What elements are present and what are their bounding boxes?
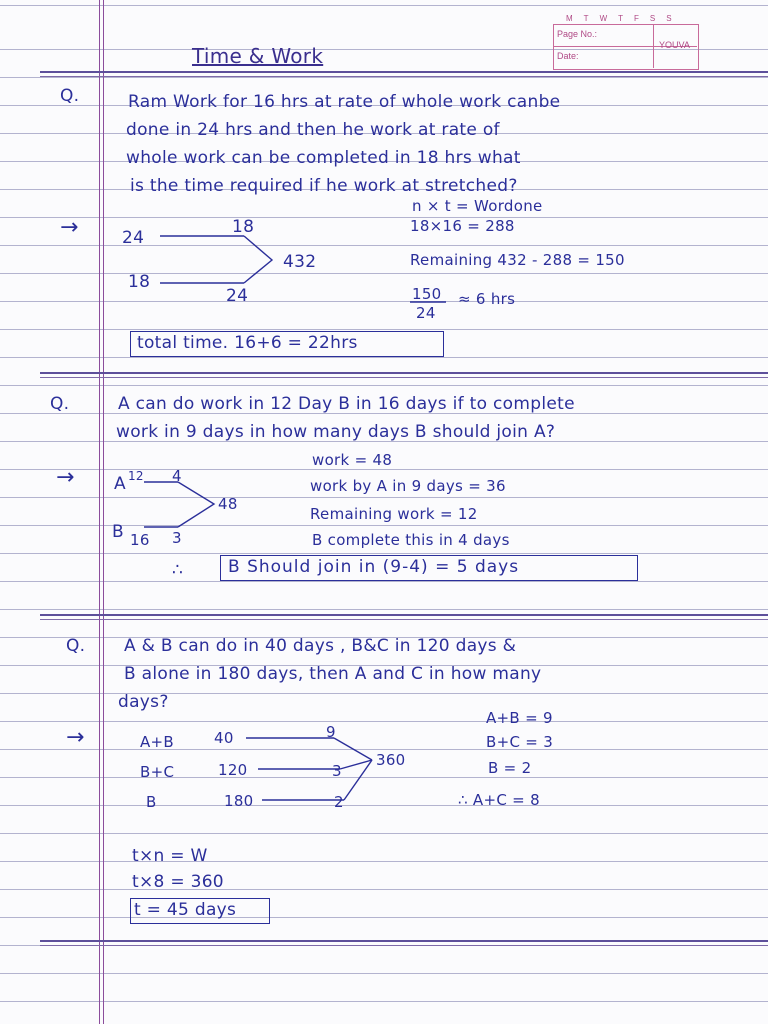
question-marker: Q. <box>66 636 86 656</box>
fraction-denominator: 24 <box>416 304 436 322</box>
question-line: days? <box>118 692 169 712</box>
calc-line: Remaining work = 12 <box>310 505 478 523</box>
question-line: whole work can be completed in 18 hrs what <box>126 148 521 168</box>
weekday-row: MTWTFSS <box>566 14 683 23</box>
question-line: A & B can do in 40 days , B&C in 120 days & <box>124 636 517 656</box>
therefore-symbol: ∴ <box>172 560 184 580</box>
page-no-label: Page No.: <box>557 29 598 39</box>
diagram-value: 4 <box>172 467 182 485</box>
calc-line: ∴ A+C = 8 <box>458 791 540 809</box>
calc-line: A+B = 9 <box>486 709 553 727</box>
date-label: Date: <box>557 51 579 61</box>
calc-line: work = 48 <box>312 451 393 469</box>
diagram-value: 3 <box>172 529 182 547</box>
diagram-value: 18 <box>128 272 151 292</box>
diagram-total: 432 <box>283 252 317 272</box>
diagram-value: 18 <box>232 217 255 237</box>
work-line: t×8 = 360 <box>132 872 224 892</box>
page-title: Time & Work <box>192 44 324 68</box>
question-line: done in 24 hrs and then he work at rate of <box>126 120 500 140</box>
arrow-icon: → <box>66 725 85 750</box>
diagram-label: A <box>114 474 126 494</box>
work-line: t×n = W <box>132 846 208 866</box>
calc-line: n × t = Wordone <box>412 197 543 215</box>
answer-text: total time. 16+6 = 22hrs <box>137 333 358 353</box>
diagram-value: 3 <box>332 762 342 780</box>
calc-line: B = 2 <box>488 759 532 777</box>
diagram-value: 24 <box>226 286 249 306</box>
fraction-result: ≈ 6 hrs <box>458 290 516 308</box>
question-marker: Q. <box>60 86 80 106</box>
diagram-value: 24 <box>122 228 145 248</box>
calc-line: B+C = 3 <box>486 733 554 751</box>
diagram-value: 16 <box>130 531 150 549</box>
diagram-value: 120 <box>218 761 248 779</box>
diagram-label: B+C <box>140 763 175 781</box>
calc-line: B complete this in 4 days <box>312 531 510 549</box>
diagram-label: A+B <box>140 733 175 751</box>
calc-line: work by A in 9 days = 36 <box>310 477 506 495</box>
diagram-value: 12 <box>128 469 144 483</box>
question-line: is the time required if he work at stretched? <box>130 176 518 196</box>
diagram-label: B <box>146 793 157 811</box>
diagram-label: B <box>112 522 124 542</box>
question-marker: Q. <box>50 394 70 414</box>
diagram-total: 48 <box>218 495 238 513</box>
diagram-total: 360 <box>376 751 406 769</box>
diagram-value: 40 <box>214 729 234 747</box>
diagram-value: 9 <box>326 723 336 741</box>
calc-line: Remaining 432 - 288 = 150 <box>410 251 625 269</box>
arrow-icon: → <box>56 465 75 490</box>
diagram-value: 2 <box>334 793 344 811</box>
diagram-value: 180 <box>224 792 254 810</box>
answer-text: B Should join in (9-4) = 5 days <box>228 557 520 577</box>
question-line: work in 9 days in how many days B should join A? <box>116 422 556 442</box>
question-line: Ram Work for 16 hrs at rate of whole work canbe <box>128 92 561 112</box>
calc-line: 18×16 = 288 <box>410 217 515 235</box>
question-line: B alone in 180 days, then A and C in how many <box>124 664 542 684</box>
brand-logo: YOUVA <box>659 40 690 50</box>
answer-text: t = 45 days <box>134 900 237 920</box>
arrow-icon: → <box>60 215 79 240</box>
fraction-numerator: 150 <box>412 285 442 303</box>
question-line: A can do work in 12 Day B in 16 days if to complete <box>118 394 575 414</box>
